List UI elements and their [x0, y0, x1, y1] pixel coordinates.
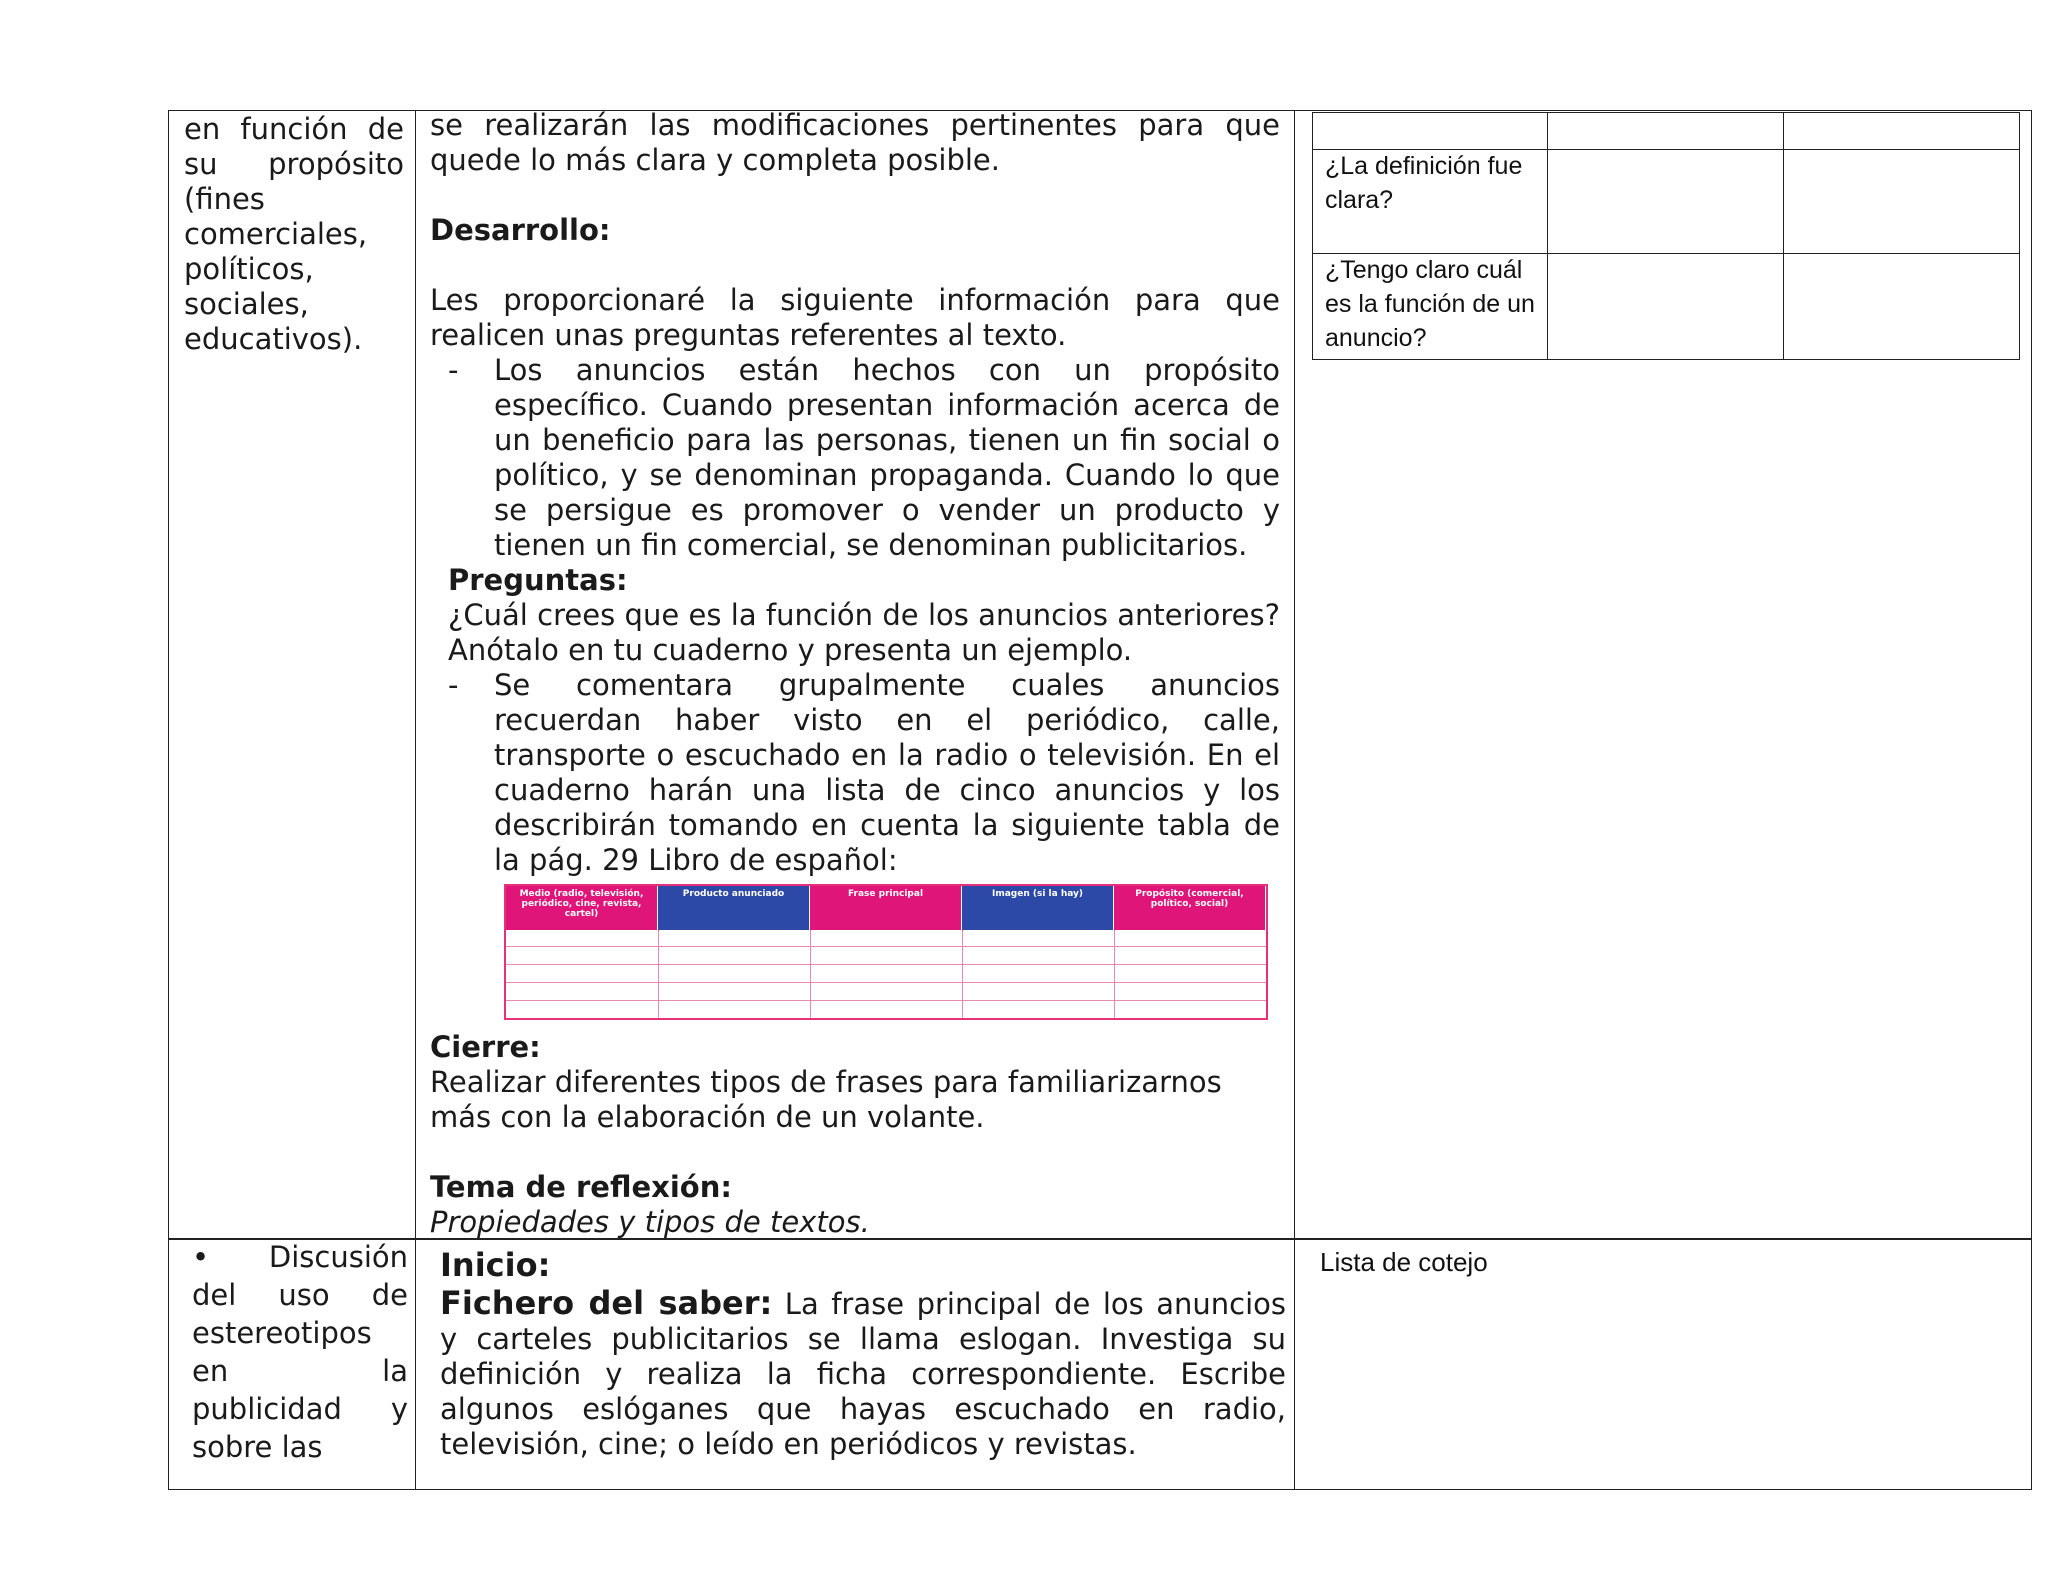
column-divider-4: [1294, 1238, 1295, 1490]
image-table-col-rule: [1114, 930, 1115, 1018]
learning-goal-text: en función de su propósito (fines comerciales, políticos, sociales, educativos).: [184, 112, 404, 356]
tema-text: Propiedades y tipos de textos.: [430, 1205, 870, 1239]
desarrollo-text: Les proporcionaré la siguiente información para que realicen unas preguntas referentes al texto.: [430, 283, 1280, 352]
cierre-heading: Cierre:: [430, 1030, 541, 1064]
evaluation-question-1: ¿La definición fue clara?: [1325, 152, 1523, 214]
evaluation-instrument-label: Lista de cotejo: [1320, 1247, 1488, 1277]
desarrollo-heading: Desarrollo:: [430, 213, 611, 247]
image-table-col-rule: [658, 930, 659, 1018]
image-table-header-imagen: Imagen (si la hay): [962, 886, 1114, 930]
evaluation-table: [1312, 112, 2020, 360]
image-table-rule: [506, 964, 1266, 965]
fichero-text: La frase principal de los anuncios y carteles publicitarios se llama eslogan. Investiga su definición y realiza la ficha correspondiente. Escribe algunos eslóganes que hayas escuchado en radio, televisión, cine; o leído en periódicos y revistas.: [440, 1287, 1286, 1461]
fichero-heading: Fichero del saber:: [440, 1284, 773, 1322]
image-table-header-proposito: Propósito (comercial, político, social): [1114, 886, 1266, 930]
column-divider-3: [415, 1238, 416, 1490]
image-table-rule: [506, 1000, 1266, 1001]
dash-marker: -: [448, 668, 459, 702]
list-item-text: Los anuncios están hechos con un propósito específico. Cuando presentan información acerca de un beneficio para las personas, tienen un fin social o político, y se denominan propaganda. Cuando lo que se persigue es promover o vender un producto y tienen un fin comercial, se denominan publicitarios.: [494, 353, 1280, 562]
list-item-text: Se comentara grupalmente cuales anuncios recuerdan haber visto en el periódico, calle, transporte o escuchado en la radio o televisión. En el cuaderno harán una lista de cinco anuncios y los describirán tomando en cuenta la siguiente tabla de la pág. 29 Libro de español:: [494, 668, 1280, 877]
list-item: [430, 353, 1280, 563]
ad-description-table-image: [504, 884, 1268, 1020]
tema-heading: Tema de reflexión:: [430, 1170, 732, 1204]
list-item: [430, 668, 1280, 878]
evaluation-question-2: ¿Tengo claro cuál es la función de un anuncio?: [1325, 256, 1535, 352]
preguntas-text: ¿Cuál crees que es la función de los anuncios anteriores? Anótalo en tu cuaderno y presenta un ejemplo.: [448, 598, 1280, 667]
inicio-heading: Inicio:: [440, 1246, 551, 1284]
closing-section: [430, 1030, 1280, 1240]
image-table-header-medio: Medio (radio, televisión, periódico, cine, revista, cartel): [506, 886, 658, 930]
image-table-header: [506, 886, 1266, 930]
discussion-topic-text: • Discusión del uso de estereotipos en la publicidad y sobre las: [192, 1240, 408, 1464]
intro-text: se realizarán las modificaciones pertinentes para que quede lo más clara y completa posible.: [430, 108, 1280, 177]
preguntas-heading: Preguntas:: [448, 563, 628, 597]
cierre-text: Realizar diferentes tipos de frases para familiarizarnos más con la elaboración de un volante.: [430, 1065, 1222, 1134]
image-table-rule: [506, 982, 1266, 983]
image-table-col-rule: [810, 930, 811, 1018]
image-table-header-frase: Frase principal: [810, 886, 962, 930]
activity-sequence: [430, 108, 1280, 878]
evaluation-table-col-rule: [1547, 113, 1548, 359]
dash-marker: -: [448, 353, 459, 387]
image-table-header-producto: Producto anunciado: [658, 886, 810, 930]
image-table-col-rule: [962, 930, 963, 1018]
column-divider-2: [1294, 110, 1295, 1240]
image-table-rule: [506, 946, 1266, 947]
fichero-paragraph: [440, 1286, 1286, 1462]
column-divider-1: [415, 110, 416, 1240]
inicio-section: [440, 1244, 1286, 1462]
evaluation-table-col-rule: [1783, 113, 1784, 359]
